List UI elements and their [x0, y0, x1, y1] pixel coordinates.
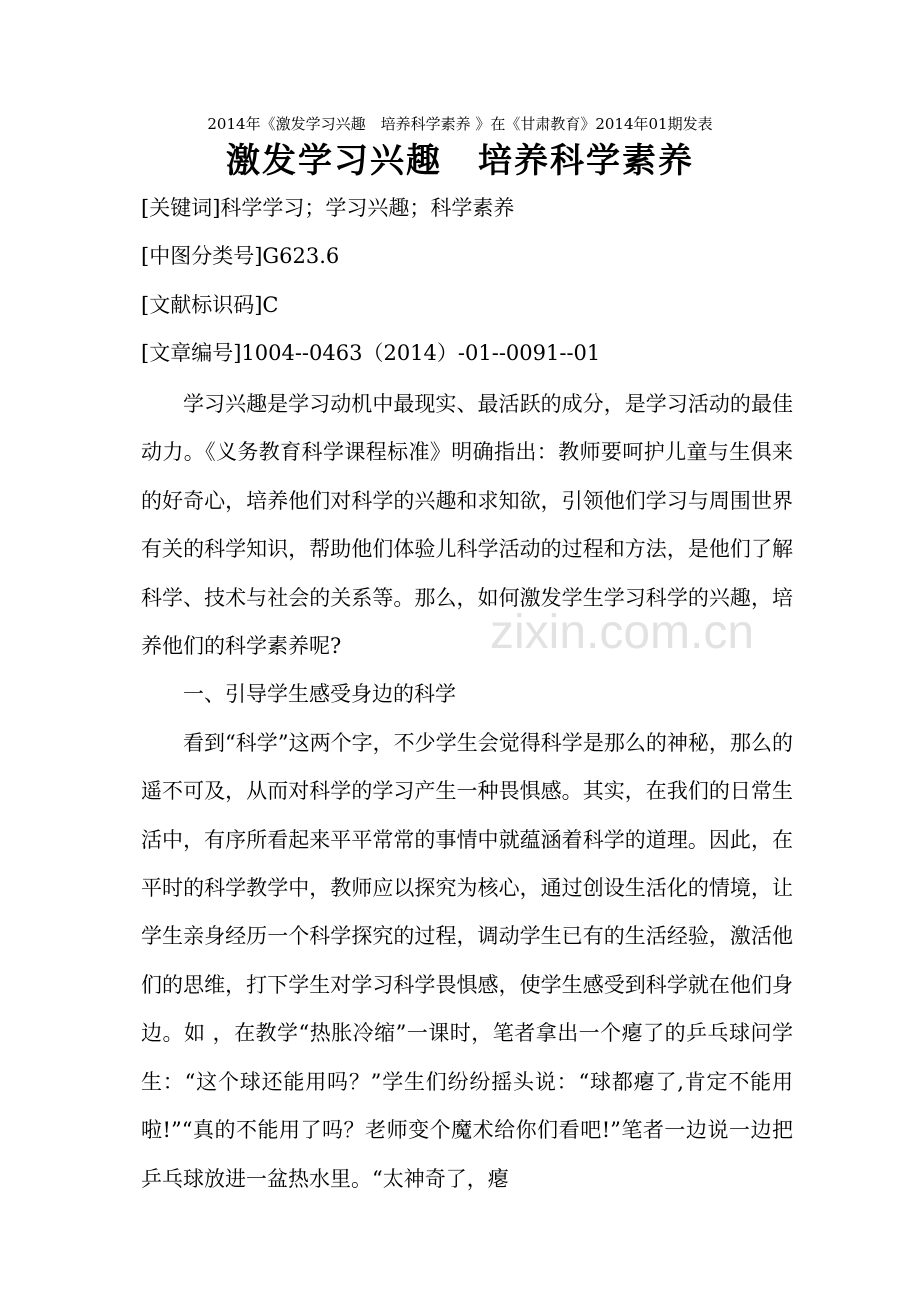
document-title: 激发学习兴趣 培养科学素养 — [226, 141, 694, 181]
keywords-line: [关键词]科学学习；学习兴趣；科学素养 — [141, 196, 515, 220]
section-heading: 一、引导学生感受身边的科学 — [183, 682, 456, 707]
article-number-line: [文章编号]1004--0463（2014）-01--0091--01 — [141, 341, 601, 365]
paragraph-section-1: 看到“科学”这两个字，不少学生会觉得科学是那么的神秘，那么的遥不可及，从而对科学的学习产生一种畏惧感。其实，在我们的日常生活中，有序所看起来平平常常的事情中就蕴涵着科学的道理。因此，在平时的科学教学中，教师应以探究为核心，通过创设生活化的情境，让学生亲身经历一个科学探究的过程，调动学生已有的生活经验，激活他们的思维，打下学生对学习科学畏惧感，使学生感受到科学就在他们身边。如 ，在教学“热胀冷缩”一课时，笔者拿出一个瘪了的乒乓球问学生：“这个球还能用吗？”学生们纷纷摇头说：“球都瘪了,肯定不能用啦!”“真的不能用了吗？老师变个魔术给你们看吧!”笔者一边说一边把乒乓球放进一盆热水里。“太神奇了，瘪 — [141, 730, 793, 1191]
publication-note: 2014年《激发学习兴趣 培养科学素养 》在《甘肃教育》2014年01期发表 — [207, 115, 713, 133]
paragraph-intro: 学习兴趣是学习动机中最现实、最活跃的成分，是学习活动的最佳动力。《义务教育科学课程标准》明确指出：教师要呵护儿童与生俱来的好奇心，培养他们对科学的兴趣和求知欲，引领他们学习与周围世界有关的科学知识，帮助他们体验儿科学活动的过程和方法，是他们了解科学、技术与社会的关系等。那么，如何激发学生学习科学的兴趣，培养他们的科学素养呢? — [141, 392, 793, 659]
article-body — [141, 380, 793, 1203]
classification-line: [中图分类号]G623.6 — [141, 244, 340, 268]
watermark: zixin.com.cn — [490, 606, 755, 659]
document-code-line: [文献标识码]C — [141, 293, 279, 317]
